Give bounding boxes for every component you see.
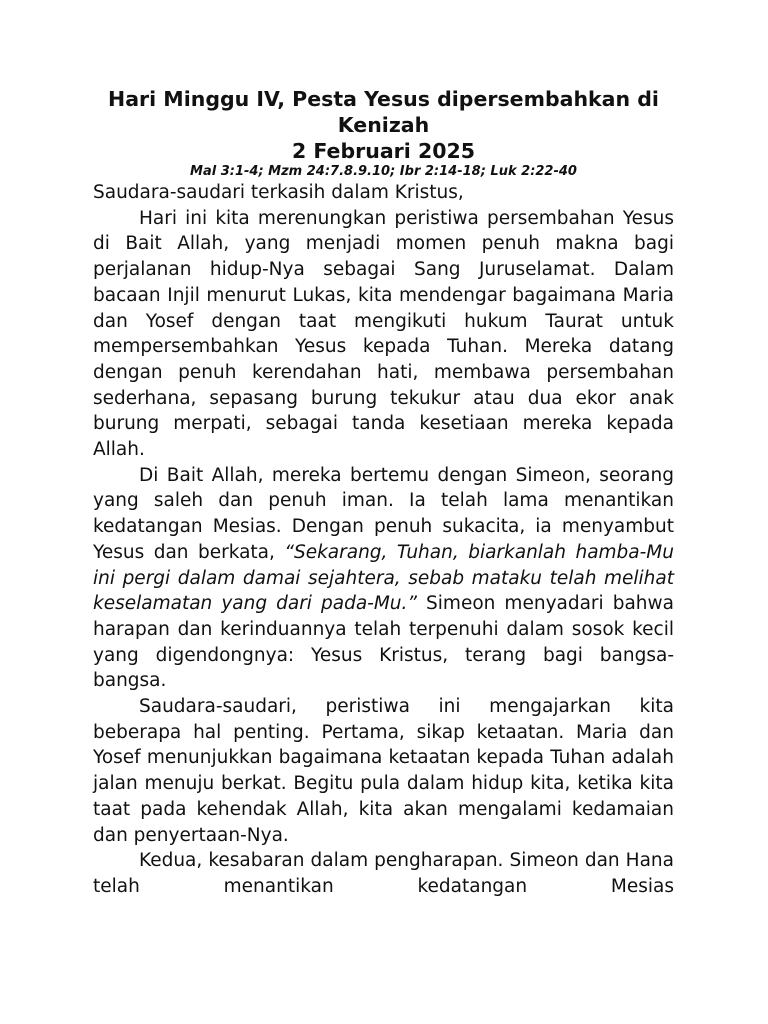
paragraph-2-text-before: Di Bait Allah, mereka bertemu dengan Simeon, seorang yang saleh dan penuh iman. Ia telah lama menantikan kedatangan Mesias. Dengan penuh sukacita, ia menyambut Yesus dan berkata, xyxy=(93,464,674,563)
paragraph-2 xyxy=(93,463,674,694)
scripture-readings: Mal 3:1-4; Mzm 24:7.8.9.10; Ibr 2:14-18; Luk 2:22-40 xyxy=(190,164,577,179)
document-page xyxy=(93,86,674,900)
paragraph-4: Kedua, kesabaran dalam pengharapan. Simeon dan Hana telah menantikan kedatangan Mesias xyxy=(93,850,674,897)
simeon-quote: “Sekarang, Tuhan, biarkanlah hamba-Mu ini pergi dalam damai sejahtera, sebab mataku telah melihat keselamatan yang dari pada-Mu.” xyxy=(93,541,674,615)
paragraph-3: Saudara-saudari, peristiwa ini mengajarkan kita beberapa hal penting. Pertama, sikap ketaatan. Maria dan Yosef menunjukkan bagaimana ketaatan kepada Tuhan adalah jalan menuju berkat. Begitu pula dalam hidup kita, ketika kita taat pada kehendak Allah, kita akan mengalami kedamaian dan penyertaan-Nya. xyxy=(93,696,674,846)
paragraph-2-text-after: Simeon menyadari bahwa harapan dan kerinduannya telah terpenuhi dalam sosok kecil yang digendongnya: Yesus Kristus, terang bagi bangsa-bangsa. xyxy=(93,593,674,692)
document-title xyxy=(93,86,674,164)
paragraph-1: Hari ini kita merenungkan peristiwa persembahan Yesus di Bait Allah, yang menjadi momen penuh makna bagi perjalanan hidup-Nya sebagai Sang Juruselamat. Dalam bacaan Injil menurut Lukas, kita mendengar bagaimana Maria dan Yosef dengan taat mengikuti hukum Taurat untuk mempersembahkan Yesus kepada Tuhan. Mereka datang dengan penuh kerendahan hati, membawa persembahan sederhana, sepasang burung tekukur atau dua ekor anak burung merpati, sebagai tanda kesetiaan mereka kepada Allah. xyxy=(93,207,674,461)
title-line-1: Hari Minggu IV, Pesta Yesus dipersembahkan di Kenizah xyxy=(108,87,659,137)
salutation: Saudara-saudari terkasih dalam Kristus, xyxy=(93,182,464,203)
title-date: 2 Februari 2025 xyxy=(291,139,476,163)
